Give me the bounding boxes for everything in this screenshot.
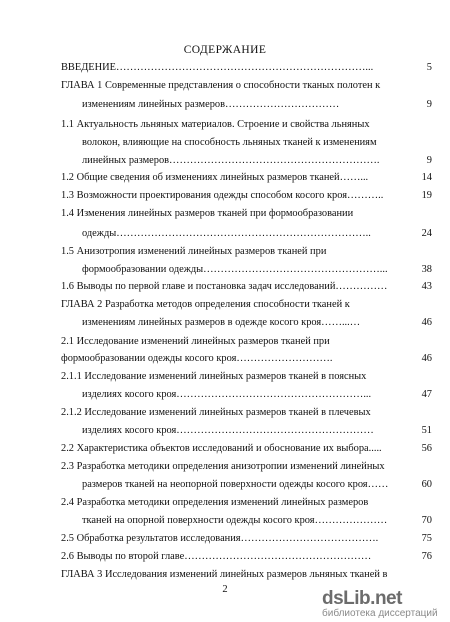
toc-entry-line: изменениям линейных размеров…………………………… <box>82 99 340 110</box>
toc-entry-line: одежды……………………………………………………………….. <box>82 228 371 239</box>
watermark-subtitle: библиотека диссертаций <box>322 608 438 619</box>
toc-entry-line: 2.5 Обработка результатов исследования…………………………………. <box>61 533 379 544</box>
toc-entry-page: 14 <box>421 172 432 183</box>
watermark-logo: dsLib.net <box>322 588 402 609</box>
toc-entry-line: ГЛАВА 2 Разработка методов определения способности тканей к <box>61 299 350 310</box>
toc-entry-line: ГЛАВА 3 Исследования изменений линейных размеров льняных тканей в <box>61 569 388 580</box>
toc-entry-page: 46 <box>421 317 432 328</box>
toc-entry-page: 51 <box>421 425 432 436</box>
page-number: 2 <box>222 584 228 595</box>
toc-entry-line: 2.4 Разработка методики определения изменений линейных размеров <box>61 497 369 508</box>
toc-entry-line: 2.1 Исследование изменений линейных размеров тканей при <box>61 336 330 347</box>
toc-entry-line: 1.4 Изменения линейных размеров тканей при формообразовании <box>61 208 354 219</box>
toc-entry-line: 2.1.1 Исследование изменений линейных размеров тканей в поясных <box>61 371 367 382</box>
toc-entry-line: 1.2 Общие сведения об изменениях линейных размеров тканей……... <box>61 172 369 183</box>
toc-entry-line: 1.3 Возможности проектирования одежды способом косого кроя……….. <box>61 190 384 201</box>
toc-entry-page: 9 <box>426 155 432 166</box>
toc-entry-page: 70 <box>421 515 432 526</box>
toc-entry-line: 1.5 Анизотропия изменений линейных размеров тканей при <box>61 246 327 257</box>
toc-entry-line: линейных размеров……………………………………………………. <box>82 155 380 166</box>
toc-entry-line: тканей на опорной поверхности одежды косого кроя………………… <box>82 515 388 526</box>
toc-entry-page: 76 <box>421 551 432 562</box>
toc-entry-line: размеров тканей на неопорной поверхности одежды косого кроя…… <box>82 479 389 490</box>
toc-entry-page: 9 <box>426 99 432 110</box>
toc-entry-line: 2.1.2 Исследование изменений линейных размеров тканей в плечевых <box>61 407 371 418</box>
toc-entry-page: 75 <box>421 533 432 544</box>
toc-entry-line: изменениям линейных размеров в одежде косого кроя……...… <box>82 317 361 328</box>
toc-entry-page: 19 <box>421 190 432 201</box>
toc-entry-line: формообразовании одежды косого кроя………………………. <box>61 353 333 364</box>
toc-entry-line: 2.3 Разработка методики определения анизотропии изменений линейных <box>61 461 385 472</box>
toc-entry-page: 46 <box>421 353 432 364</box>
toc-entry-line: 1.1 Актуальность льняных материалов. Строение и свойства льняных <box>61 119 370 130</box>
watermark <box>322 588 448 618</box>
toc-entry-line: формообразовании одежды……………………………………………... <box>82 264 388 275</box>
toc-entry-page: 38 <box>421 264 432 275</box>
toc-entry-page: 24 <box>421 228 432 239</box>
toc-entry-page: 47 <box>421 389 432 400</box>
toc-entry-line: 1.6 Выводы по первой главе и постановка задач исследований…………… <box>61 281 388 292</box>
toc-entry-page: 5 <box>426 62 432 73</box>
toc-entry-line: изделиях косого кроя………………………………………………… <box>82 425 374 436</box>
toc-entry-page: 56 <box>421 443 432 454</box>
toc-entry-page: 43 <box>421 281 432 292</box>
toc-entry-line: ВВЕДЕНИЕ………………………………………………………………... <box>61 62 374 73</box>
toc-entry-line: 2.6 Выводы по второй главе……………………………………………… <box>61 551 372 562</box>
toc-entry-line: волокон, влияющие на способность льняных тканей к изменениям <box>82 137 377 148</box>
page-title: СОДЕРЖАНИЕ <box>183 44 267 56</box>
toc-entry-line: 2.2 Характеристика объектов исследований и обоснование их выбора..... <box>61 443 382 454</box>
toc-entry-page: 60 <box>421 479 432 490</box>
toc-entry-line: ГЛАВА 1 Современные представления о способности тканых полотен к <box>61 80 381 91</box>
toc-entry-line: изделиях косого кроя………………………………………………... <box>82 389 372 400</box>
